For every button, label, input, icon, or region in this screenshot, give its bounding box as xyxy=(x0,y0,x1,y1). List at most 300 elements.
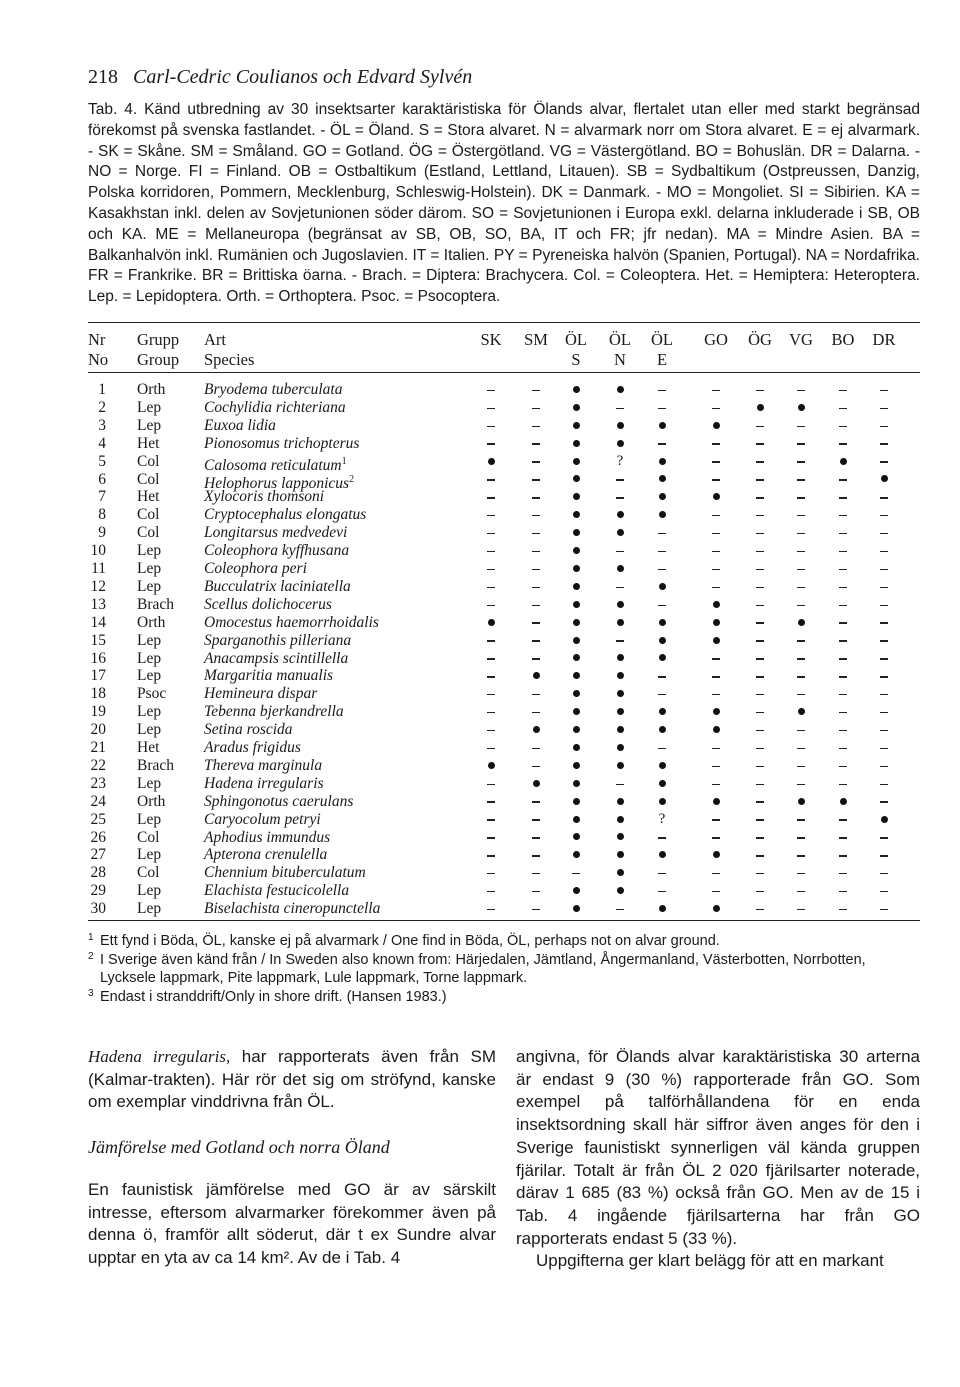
absence-dash xyxy=(526,560,546,578)
presence-dot xyxy=(652,757,672,775)
presence-dot xyxy=(874,811,894,829)
row-species: Thereva marginula xyxy=(204,756,323,774)
header-species: Art Species xyxy=(204,330,255,369)
absence-dash xyxy=(874,793,894,811)
presence-dot xyxy=(652,721,672,739)
absence-dash xyxy=(750,829,770,847)
presence-dot xyxy=(610,560,630,578)
absence-dash xyxy=(874,650,894,668)
row-group: Lep xyxy=(137,649,162,667)
absence-dash xyxy=(750,560,770,578)
presence-dot xyxy=(610,864,630,882)
presence-dot xyxy=(791,399,811,417)
row-group: Lep xyxy=(137,631,162,649)
absence-dash xyxy=(874,560,894,578)
absence-dash xyxy=(652,435,672,453)
presence-dot xyxy=(791,793,811,811)
absence-dash xyxy=(750,578,770,596)
presence-dot xyxy=(566,614,586,632)
absence-dash xyxy=(750,721,770,739)
table-row xyxy=(0,829,960,847)
absence-dash xyxy=(481,506,501,524)
presence-dot xyxy=(566,435,586,453)
absence-dash xyxy=(874,578,894,596)
presence-dot xyxy=(610,650,630,668)
absence-dash xyxy=(750,703,770,721)
footnote xyxy=(88,951,920,988)
row-species: Tebenna bjerkandrella xyxy=(204,703,344,721)
absence-dash xyxy=(833,757,853,775)
absence-dash xyxy=(874,381,894,399)
header-region-code: VG xyxy=(789,330,813,349)
absence-dash xyxy=(833,775,853,793)
absence-dash xyxy=(481,846,501,864)
row-group: Het xyxy=(137,739,160,756)
row-group: Het xyxy=(137,488,160,506)
row-number: 21 xyxy=(90,739,106,756)
presence-dot xyxy=(652,775,672,793)
absence-dash xyxy=(481,381,501,399)
table-row xyxy=(0,757,960,775)
absence-dash xyxy=(706,578,726,596)
row-species: Pionosomus trichopterus xyxy=(204,434,360,452)
absence-dash xyxy=(526,703,546,721)
presence-dot xyxy=(706,793,726,811)
uncertain-mark: ? xyxy=(658,810,666,827)
absence-dash xyxy=(791,506,811,524)
presence-dot xyxy=(833,453,853,471)
absence-dash xyxy=(833,829,853,847)
absence-dash xyxy=(874,739,894,757)
absence-dash xyxy=(526,739,546,757)
absence-dash xyxy=(526,578,546,596)
absence-dash xyxy=(833,578,853,596)
header-region-2 xyxy=(556,330,596,370)
absence-dash xyxy=(610,632,630,650)
table-caption: Tab. 4. Känd utbredning av 30 insektsarter karaktäristiska för Ölands alvar, flertalet utan eller med starkt begränsad förekomst på svenska fastlandet. - ÖL = Öland. S = Stora alvaret. N = alvarmark norr om Stora alvaret. E = ej alvarmark. - SK = Skåne. SM = Småland. GO = Gotland. ÖG = Östergötland. VG = Västergötland. BO = Bohuslän. DR = Dalarna. - NO = Norge. FI = Finland. OB = Ostbaltikum (Estland, Lettland, Litauen). SB = Sydbaltikum (Ostpreussen, Danzig, Polska korridoren, Pommern, Mecklenburg, Schleswig-Holstein). DK = Danmark. - MO = Mongoliet. SI = Sibirien. KA = Kasakhstan inkl. delen av Sovjetunionen söder därom. SO = Sovjetunionen i Europa exkl. delarna inkluderade i SB, OB och KA. ME = Mellaneuropa (begränsat av SB, OB, SO, BA, IT och FR; jfr nedan). MA = Mindre Asien. BA = Balkanhalvön inkl. Rumänien och Jugoslavien. IT = Italien. PY = Pyreneiska halvön (Spanien, Portugal). NA = Nordafrika. FR = Frankrike. BR = Brittiska öarna. - Brach. = Diptera: Brachycera. Col. = Coleoptera. Het. = Hemiptera: Heteroptera. Lep. = Lepidoptera. Orth. = Orthoptera. Psoc. = Psocoptera. xyxy=(88,101,920,306)
absence-dash xyxy=(706,811,726,829)
presence-dot xyxy=(566,524,586,542)
absence-dash xyxy=(526,417,546,435)
row-species: Sphingonotus caerulans xyxy=(204,792,354,810)
absence-dash xyxy=(833,667,853,685)
absence-dash xyxy=(791,417,811,435)
presence-dot xyxy=(706,632,726,650)
absence-dash xyxy=(610,488,630,506)
absence-dash xyxy=(874,703,894,721)
header-region-0 xyxy=(471,330,511,370)
presence-dot xyxy=(566,775,586,793)
row-number: 20 xyxy=(90,721,106,739)
absence-dash xyxy=(481,560,501,578)
presence-dot xyxy=(652,453,672,471)
body-right-column xyxy=(516,1046,920,1273)
absence-dash xyxy=(481,524,501,542)
header-region-sub xyxy=(471,350,511,370)
absence-dash xyxy=(526,596,546,614)
header-region-9 xyxy=(864,330,904,370)
presence-dot xyxy=(610,685,630,703)
absence-dash xyxy=(874,667,894,685)
absence-dash xyxy=(750,435,770,453)
row-number: 3 xyxy=(98,416,106,434)
absence-dash xyxy=(610,399,630,417)
presence-dot xyxy=(874,471,894,489)
absence-dash xyxy=(706,650,726,668)
absence-dash xyxy=(481,864,501,882)
header-region-code: GO xyxy=(704,330,728,349)
absence-dash xyxy=(481,578,501,596)
presence-dot xyxy=(610,524,630,542)
absence-dash xyxy=(706,524,726,542)
absence-dash xyxy=(874,488,894,506)
table-row xyxy=(0,882,960,900)
header-region-3 xyxy=(600,330,640,370)
absence-dash xyxy=(481,829,501,847)
row-species: Bryodema tuberculata xyxy=(204,381,343,398)
header-region-code: BO xyxy=(831,330,855,349)
absence-dash xyxy=(706,381,726,399)
header-region-sub xyxy=(740,350,780,370)
footnote-marker: 1 xyxy=(88,932,94,943)
absence-dash xyxy=(526,846,546,864)
absence-dash xyxy=(706,685,726,703)
absence-dash xyxy=(750,614,770,632)
absence-dash xyxy=(791,775,811,793)
absence-dash xyxy=(791,381,811,399)
presence-dot xyxy=(566,506,586,524)
presence-dot xyxy=(610,739,630,757)
presence-dot xyxy=(652,417,672,435)
table-row xyxy=(0,721,960,739)
table-row xyxy=(0,578,960,596)
presence-dot xyxy=(610,846,630,864)
footnote-text: I Sverige även känd från / In Sweden also known from: Härjedalen, Jämtland, Ångermanland, Västerbotten, Norrbotten, Lycksele lappmark, Pite lappmark, Lule lappmark, Torne lappmark. xyxy=(100,951,866,986)
absence-dash xyxy=(874,632,894,650)
row-number: 18 xyxy=(90,685,106,703)
presence-dot xyxy=(652,632,672,650)
absence-dash xyxy=(652,864,672,882)
absence-dash xyxy=(791,739,811,757)
row-group: Col xyxy=(137,470,160,488)
absence-dash xyxy=(833,488,853,506)
absence-dash xyxy=(791,757,811,775)
absence-dash xyxy=(526,650,546,668)
row-species: Longitarsus medvedevi xyxy=(204,524,348,542)
absence-dash xyxy=(833,399,853,417)
row-number: 27 xyxy=(90,846,106,864)
absence-dash xyxy=(750,775,770,793)
table-row xyxy=(0,846,960,864)
absence-dash xyxy=(791,453,811,471)
header-region-code: SM xyxy=(524,330,548,349)
row-number: 17 xyxy=(90,667,106,685)
presence-dot xyxy=(566,721,586,739)
row-species: Aphodius immundus xyxy=(204,828,331,846)
presence-dot xyxy=(652,703,672,721)
row-group: Brach xyxy=(137,756,175,774)
absence-dash xyxy=(481,882,501,900)
table-row xyxy=(0,399,960,417)
absence-dash xyxy=(791,471,811,489)
absence-dash xyxy=(833,560,853,578)
absence-dash xyxy=(526,435,546,453)
absence-dash xyxy=(750,417,770,435)
absence-dash xyxy=(526,864,546,882)
table-row xyxy=(0,703,960,721)
presence-dot xyxy=(706,703,726,721)
row-number: 5 xyxy=(98,452,106,470)
table-row xyxy=(0,685,960,703)
absence-dash xyxy=(706,560,726,578)
table-row xyxy=(0,506,960,524)
absence-dash xyxy=(750,506,770,524)
paragraph-conclusion: Uppgifterna ger klart belägg för att en markant xyxy=(536,1251,884,1271)
presence-dot xyxy=(833,793,853,811)
table-row xyxy=(0,524,960,542)
absence-dash xyxy=(833,524,853,542)
row-group: Col xyxy=(137,506,160,524)
absence-dash xyxy=(791,900,811,918)
absence-dash xyxy=(874,542,894,560)
absence-dash xyxy=(652,381,672,399)
absence-dash xyxy=(652,882,672,900)
presence-dot xyxy=(526,775,546,793)
absence-dash xyxy=(750,793,770,811)
presence-dot xyxy=(526,667,546,685)
absence-dash xyxy=(750,471,770,489)
absence-dash xyxy=(833,811,853,829)
absence-dash xyxy=(874,775,894,793)
absence-dash xyxy=(750,488,770,506)
absence-dash xyxy=(526,471,546,489)
presence-dot xyxy=(610,506,630,524)
presence-dot xyxy=(566,560,586,578)
presence-dot xyxy=(610,757,630,775)
row-number: 19 xyxy=(90,703,106,721)
absence-dash xyxy=(791,488,811,506)
presence-dot xyxy=(610,614,630,632)
header-region-sub: S xyxy=(571,350,581,369)
header-region-code: ÖL xyxy=(609,330,631,349)
row-group: Het xyxy=(137,434,160,452)
absence-dash xyxy=(874,757,894,775)
absence-dash xyxy=(791,524,811,542)
row-number: 8 xyxy=(98,506,106,524)
row-number: 9 xyxy=(98,524,106,542)
table-row xyxy=(0,667,960,685)
presence-dot xyxy=(566,846,586,864)
header-region-code: ÖL xyxy=(651,330,673,349)
row-species: Aradus frigidus xyxy=(204,739,301,756)
header-region-code: DR xyxy=(872,330,896,349)
presence-dot xyxy=(706,846,726,864)
row-species: Helophorus lapponicus$^2$ xyxy=(204,473,355,492)
absence-dash xyxy=(750,524,770,542)
absence-dash xyxy=(481,650,501,668)
absence-dash xyxy=(481,399,501,417)
row-species: Cochylidia richteriana xyxy=(204,398,346,416)
absence-dash xyxy=(481,900,501,918)
row-species: Sparganothis pilleriana xyxy=(204,631,352,649)
presence-dot xyxy=(652,578,672,596)
absence-dash xyxy=(791,650,811,668)
row-group: Orth xyxy=(137,381,166,398)
row-number: 7 xyxy=(98,488,106,506)
absence-dash xyxy=(833,900,853,918)
row-species: Anacampsis scintillella xyxy=(204,649,349,667)
presence-dot xyxy=(566,488,586,506)
presence-dot xyxy=(481,757,501,775)
footnote-marker: 2 xyxy=(88,950,94,962)
row-species: Apterona crenulella xyxy=(204,846,328,864)
presence-dot xyxy=(566,900,586,918)
row-species: Biselachista cineropunctella xyxy=(204,900,381,918)
presence-dot xyxy=(566,667,586,685)
absence-dash xyxy=(706,882,726,900)
absence-dash xyxy=(874,614,894,632)
table-row xyxy=(0,650,960,668)
presence-dot xyxy=(566,757,586,775)
presence-dot xyxy=(610,381,630,399)
absence-dash xyxy=(833,614,853,632)
absence-dash xyxy=(874,417,894,435)
header-group: Grupp Group xyxy=(137,330,180,369)
row-species: Chennium bituberculatum xyxy=(204,864,366,882)
absence-dash xyxy=(874,685,894,703)
absence-dash xyxy=(750,864,770,882)
row-number: 10 xyxy=(90,542,106,560)
header-region-code: ÖL xyxy=(565,330,587,349)
absence-dash xyxy=(791,560,811,578)
absence-dash xyxy=(481,596,501,614)
absence-dash xyxy=(833,471,853,489)
row-group: Lep xyxy=(137,703,162,721)
table-row xyxy=(0,811,960,829)
presence-dot xyxy=(652,614,672,632)
absence-dash xyxy=(652,524,672,542)
absence-dash xyxy=(750,381,770,399)
header-region-code: ÖG xyxy=(748,330,772,349)
row-group: Lep xyxy=(137,882,162,900)
row-group: Col xyxy=(137,524,160,542)
absence-dash xyxy=(874,506,894,524)
absence-dash xyxy=(791,632,811,650)
presence-dot xyxy=(610,596,630,614)
absence-dash xyxy=(481,667,501,685)
absence-dash xyxy=(833,381,853,399)
absence-dash xyxy=(652,739,672,757)
absence-dash xyxy=(750,882,770,900)
presence-dot xyxy=(706,488,726,506)
presence-dot xyxy=(610,435,630,453)
absence-dash xyxy=(481,775,501,793)
page-number: 218 xyxy=(88,66,118,88)
absence-dash xyxy=(652,667,672,685)
running-head-authors: Carl-Cedric Coulianos och Edvard Sylvén xyxy=(133,66,473,88)
table-row xyxy=(0,542,960,560)
presence-dot xyxy=(791,703,811,721)
absence-dash xyxy=(833,703,853,721)
absence-dash xyxy=(833,864,853,882)
footnote-text: Ett fynd i Böda, ÖL, kanske ej på alvarmark / One find in Böda, ÖL, perhaps not on alvar ground. xyxy=(100,933,720,949)
row-number: 12 xyxy=(90,577,106,595)
presence-dot xyxy=(566,381,586,399)
presence-dot xyxy=(566,650,586,668)
absence-dash xyxy=(874,882,894,900)
row-group: Psoc xyxy=(137,685,167,703)
row-species: Omocestus haemorrhoidalis xyxy=(204,613,379,631)
absence-dash xyxy=(481,632,501,650)
absence-dash xyxy=(750,542,770,560)
table-row xyxy=(0,417,960,435)
presence-dot xyxy=(706,614,726,632)
row-number: 28 xyxy=(90,864,106,882)
absence-dash xyxy=(526,488,546,506)
row-species: Caryocolum petryi xyxy=(204,810,321,828)
row-number: 24 xyxy=(90,792,106,810)
row-species: Calosoma reticulatum$^1$ xyxy=(204,455,347,474)
row-number: 2 xyxy=(98,398,106,416)
absence-dash xyxy=(526,399,546,417)
table-row xyxy=(0,560,960,578)
header-region-sub xyxy=(781,350,821,370)
absence-dash xyxy=(750,739,770,757)
row-species: Coleophora peri xyxy=(204,560,307,577)
absence-dash xyxy=(706,667,726,685)
presence-dot xyxy=(566,542,586,560)
running-head xyxy=(88,66,472,89)
row-group: Col xyxy=(137,864,160,882)
row-group: Orth xyxy=(137,792,166,810)
row-group: Orth xyxy=(137,613,166,631)
row-species: Xylocoris thomsoni xyxy=(204,488,325,506)
row-group: Lep xyxy=(137,398,162,416)
row-group: Lep xyxy=(137,774,162,792)
body-left-column xyxy=(88,1046,496,1270)
presence-dot xyxy=(566,882,586,900)
absence-dash xyxy=(791,721,811,739)
absence-dash xyxy=(610,542,630,560)
absence-dash xyxy=(706,829,726,847)
table-row xyxy=(0,435,960,453)
presence-dot xyxy=(652,650,672,668)
absence-dash xyxy=(874,435,894,453)
table-row xyxy=(0,452,960,474)
footnote-text: Endast i stranddrift/Only in shore drift. (Hansen 1983.) xyxy=(100,988,447,1005)
absence-dash xyxy=(833,739,853,757)
absence-dash xyxy=(481,793,501,811)
absence-dash xyxy=(833,435,853,453)
table-row xyxy=(0,900,960,918)
absence-dash xyxy=(481,435,501,453)
presence-dot xyxy=(566,632,586,650)
absence-dash xyxy=(833,846,853,864)
row-group: Lep xyxy=(137,810,162,828)
absence-dash xyxy=(750,596,770,614)
row-number: 1 xyxy=(98,381,106,398)
species-name: Hadena irregularis, xyxy=(88,1047,231,1066)
row-species: Euxoa lidia xyxy=(204,416,276,434)
row-group: Lep xyxy=(137,577,162,595)
absence-dash xyxy=(526,811,546,829)
footnote-ref: 1 xyxy=(341,455,347,467)
table-footnotes xyxy=(88,932,920,1006)
table-header-rule xyxy=(88,372,920,373)
absence-dash xyxy=(526,614,546,632)
row-group: Lep xyxy=(137,900,162,918)
absence-dash xyxy=(706,757,726,775)
